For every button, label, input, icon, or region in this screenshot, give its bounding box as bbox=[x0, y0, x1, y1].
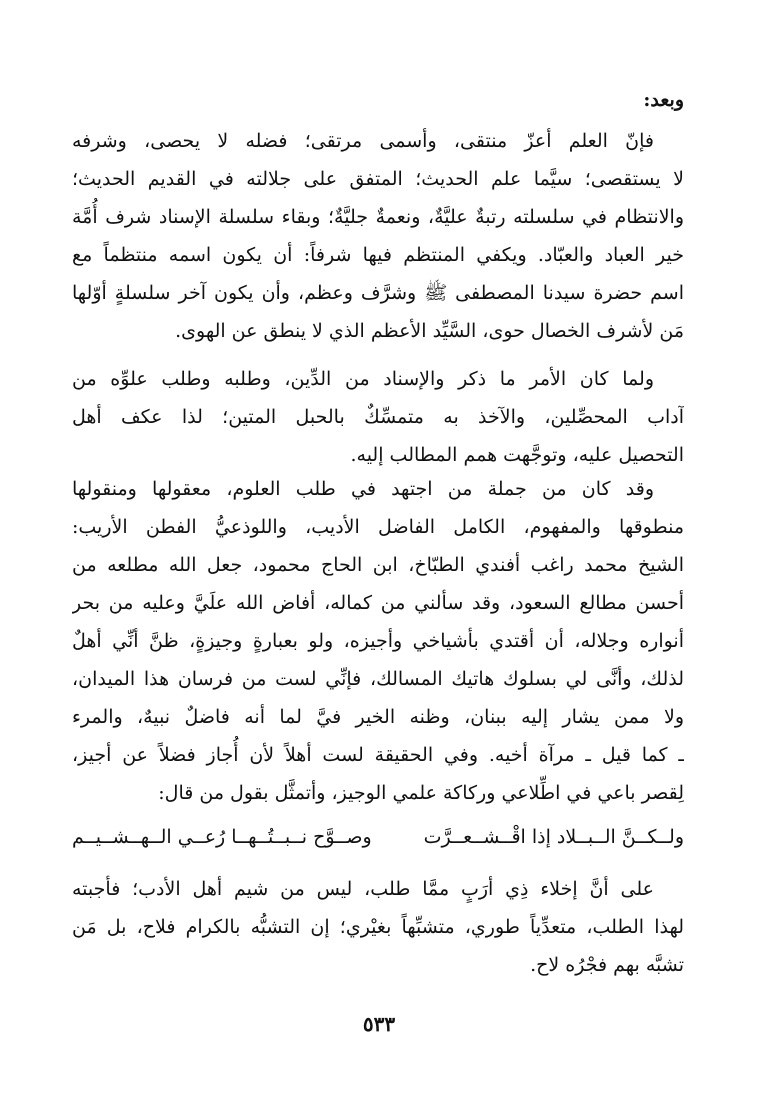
paragraph-line: التحصيل عليه، وتوجَّهت همم المطالب إليه. bbox=[350, 444, 684, 466]
paragraph-line: لهذا الطلب، متعدِّياً طوري، متشبِّهاً بغيْري؛ إن التشبُّه بالكرام فلاح، بل مَن bbox=[72, 916, 684, 938]
paragraph-line: لا يستقصى؛ سيَّما علم الحديث؛ المتفق على جلالته في القديم الحديث؛ bbox=[72, 168, 684, 190]
verse-second-hemistich: وصــوَّح نــبــتُــهــا رُعــي الــهــشــيــم bbox=[72, 826, 372, 848]
paragraph-line: فإنّ العلم أعزّ منتقى، وأسمى مرتقى؛ فضله لا يحصى، وشرفه bbox=[72, 130, 654, 152]
paragraph-line: لِقصر باعي في اطِّلاعي وركاكة علمي الوجيز، وأتمثَّل بقول من قال: bbox=[158, 782, 684, 804]
paragraph-line: خير العباد والعبّاد. ويكفي المنتظم فيها شرفاً: أن يكون اسمه منتظماً مع bbox=[72, 244, 684, 266]
paragraph-line: ـ كما قيل ـ مرآة أخيه. وفي الحقيقة لست أهلاً لأن أُجاز فضلاً عن أجيز، bbox=[72, 744, 684, 766]
paragraph-line: اسم حضرة سيدنا المصطفى ﷺ وشرَّف وعظم، وأن يكون آخر سلسلةٍ أوّلها bbox=[72, 282, 684, 304]
paragraph-line: منطوقها والمفهوم، الكامل الفاضل الأديب، واللوذعيُّ الفطن الأريب: bbox=[72, 516, 684, 538]
paragraph-line: آداب المحصِّلين، والآخذ به متمسِّكٌ بالحبل المتين؛ لذا عكف أهل bbox=[72, 406, 684, 428]
paragraph-line: الشيخ محمد راغب أفندي الطبّاخ، ابن الحاج محمود، جعل الله مطلعه من bbox=[72, 554, 684, 576]
paragraph-line: تشبَّه بهم فجْرُه لاح. bbox=[530, 954, 684, 976]
paragraph-line: أحسن مطالع السعود، وقد سألني من كماله، أفاض الله علَيَّ وعليه من بحر bbox=[72, 592, 684, 614]
paragraph-1 bbox=[72, 122, 684, 350]
paragraph-4 bbox=[72, 870, 684, 984]
paragraph-2 bbox=[72, 360, 684, 474]
poetry-verse bbox=[72, 818, 684, 856]
paragraph-line: ولما كان الأمر ما ذكر والإسناد من الدِّين، وطلبه وطلب علوِّه من bbox=[72, 368, 654, 390]
paragraph-3 bbox=[72, 470, 684, 812]
paragraph-line: ولا ممن يشار إليه ببنان، وظنه الخير فيَّ لما أنه فاضلٌ نبيهٌ، والمرء bbox=[72, 706, 684, 728]
section-heading: وبعد: bbox=[643, 89, 684, 111]
paragraph-line: وقد كان من جملة من اجتهد في طلب العلوم، معقولها ومنقولها bbox=[72, 478, 654, 500]
paragraph-line: والانتظام في سلسلته رتبةٌ عليَّةٌ، ونعمةٌ جليَّةٌ؛ وبقاء سلسلة الإسناد شرف أُمَّة bbox=[72, 206, 684, 228]
paragraph-line: لذلك، وأنَّى لي بسلوك هاتيك المسالك، فإنِّي لست من فرسان هذا الميدان، bbox=[72, 668, 684, 690]
paragraph-line: مَن لأشرف الخصال حوى، السَّيِّد الأعظم الذي لا ينطق عن الهوى. bbox=[175, 320, 684, 342]
paragraph-line: على أنَّ إخلاء ذِي أرَبٍ ممَّا طلب، ليس من شيم أهل الأدب؛ فأجبته bbox=[72, 878, 654, 900]
page-number: ٥٣٣ bbox=[362, 1012, 396, 1036]
paragraph-line: أنواره وجلاله، أن أقتدي بأشياخي وأجيزه، ولو بعبارةٍ وجيزةٍ، ظنَّ أنِّي أهلٌ bbox=[72, 630, 684, 652]
verse-first-hemistich: ولــكــنَّ الــبــلاد إذا اقْــشــعــرَّت bbox=[423, 826, 684, 848]
